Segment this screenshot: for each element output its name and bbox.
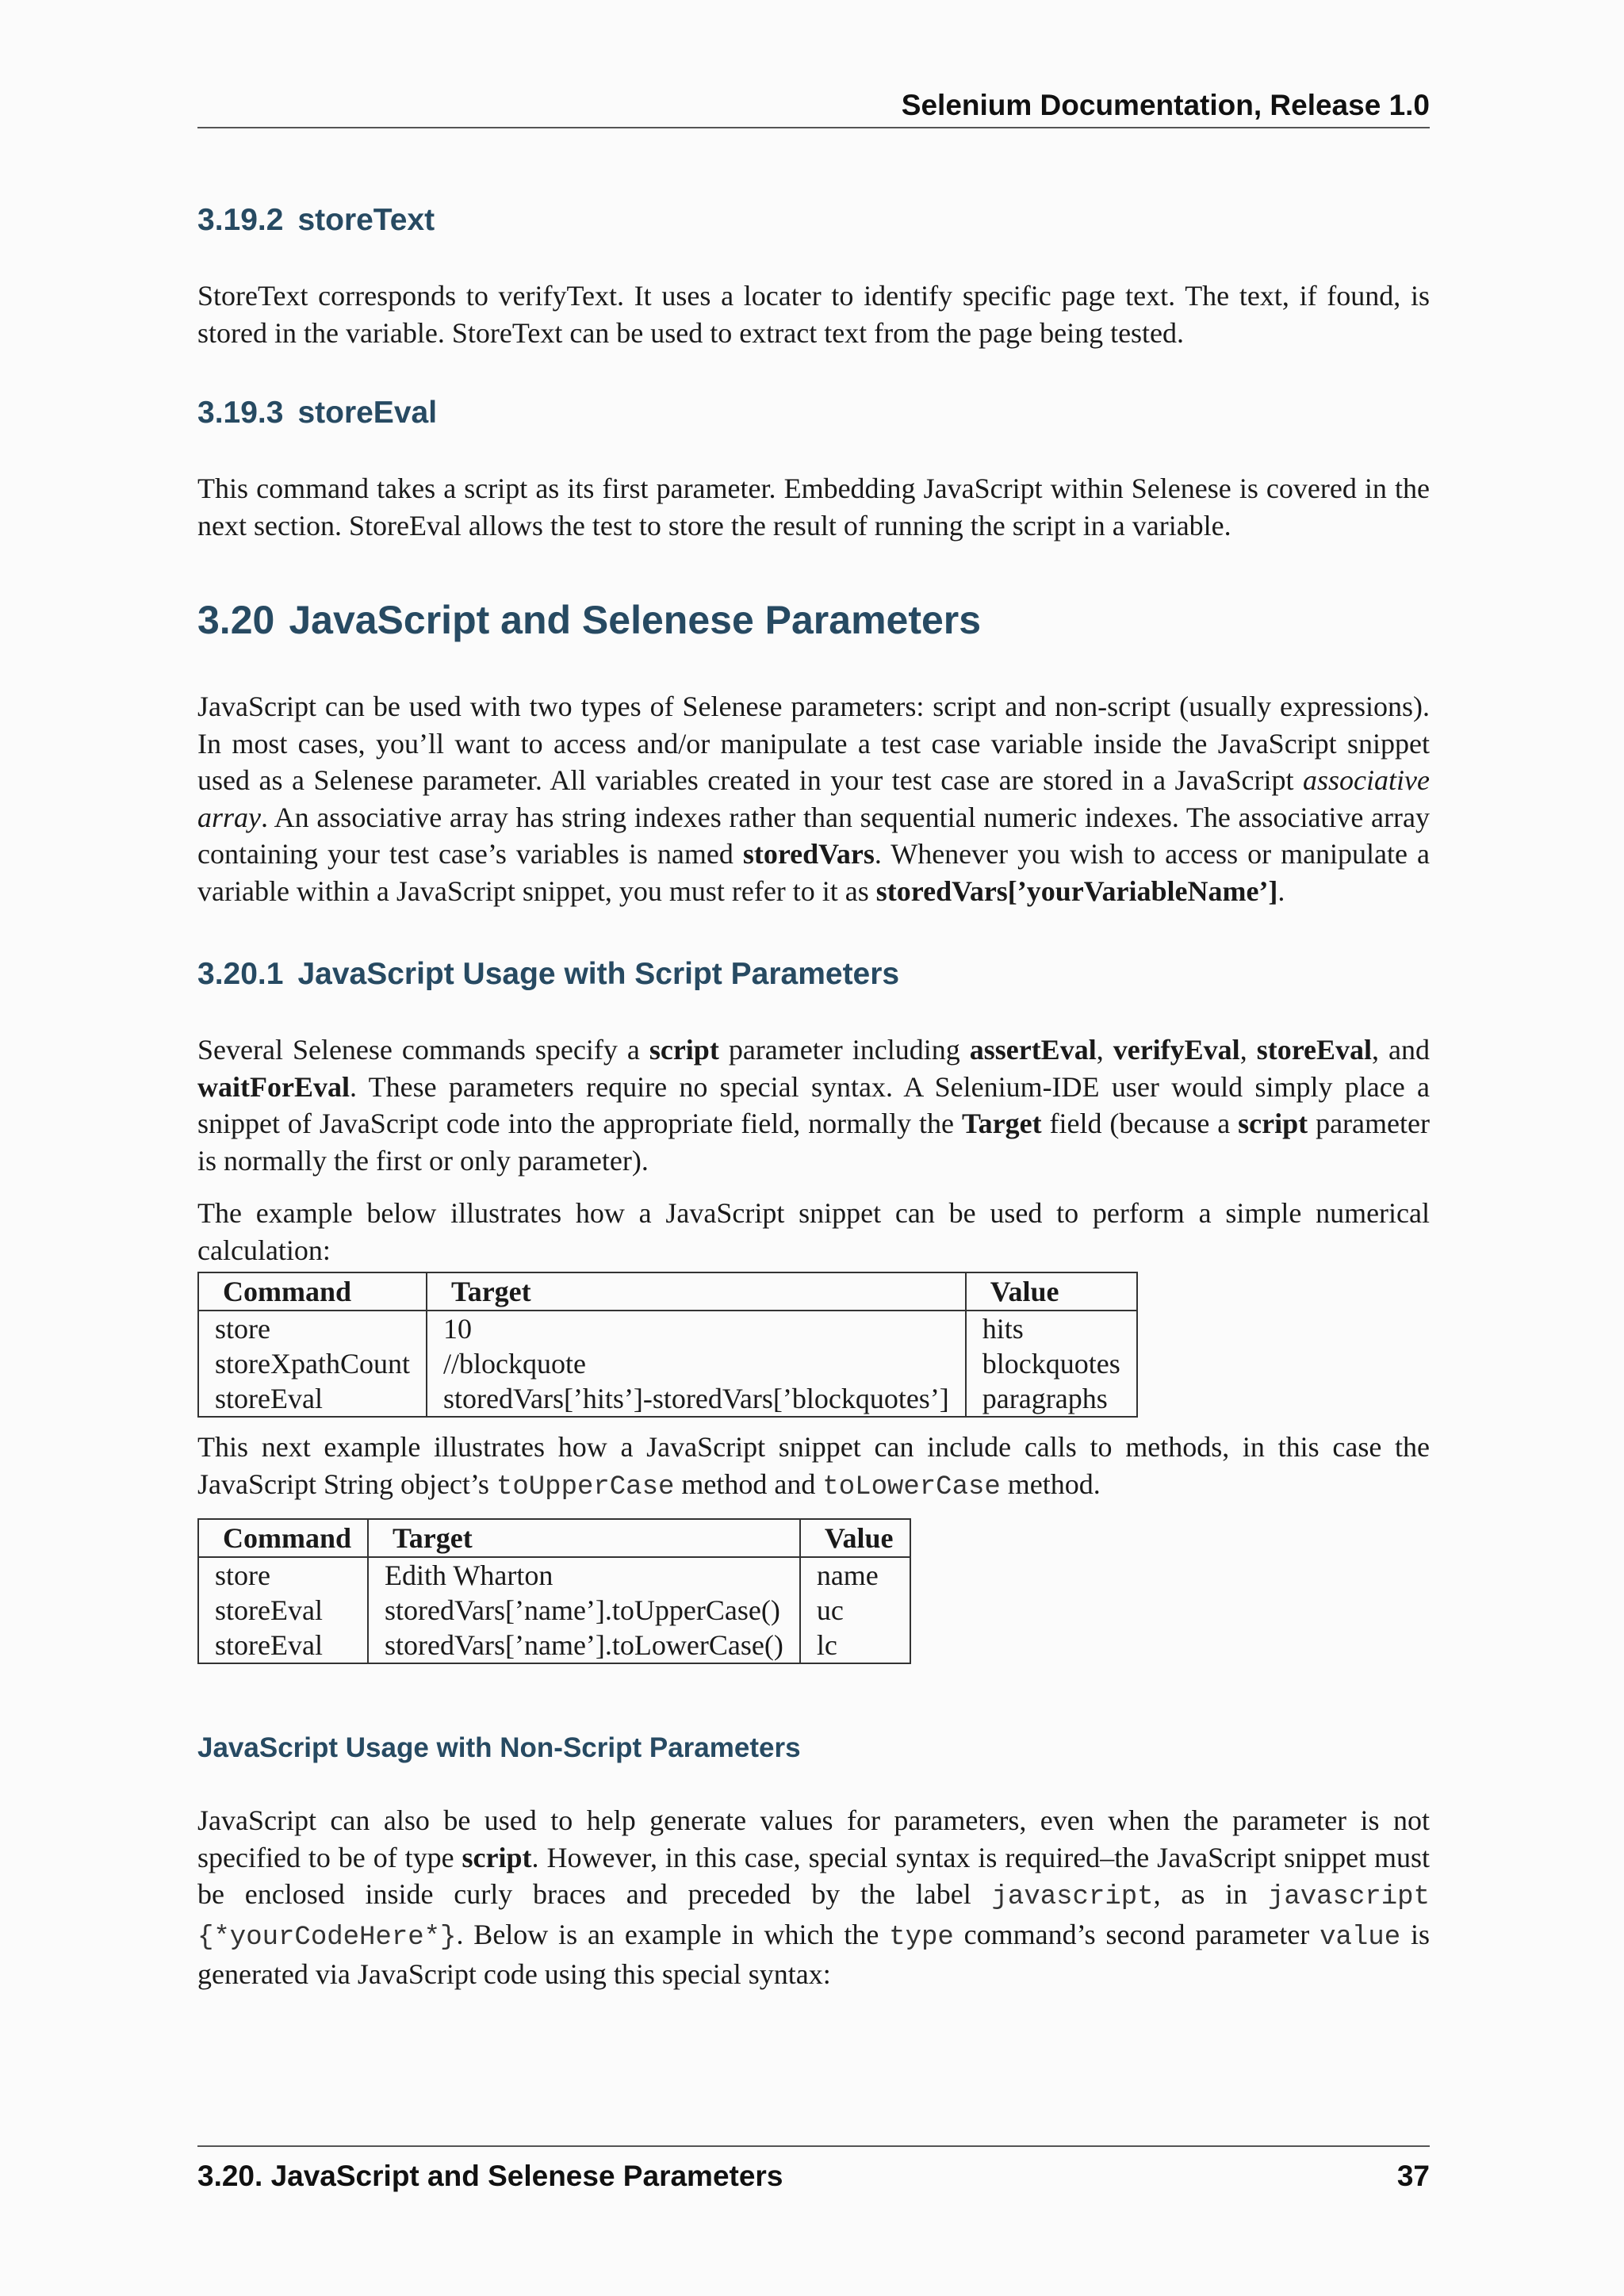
footer-section-title: 3.20. JavaScript and Selenese Parameters xyxy=(197,2160,783,2192)
non-script-paragraph: JavaScript can also be used to help generate values for parameters, even when the parameter is not specified to be of type script. However, in this case, special syntax is required–the JavaScript snippet must be enclosed inside curly braces and preceded by the label javascript, as in javascript {*yourCodeHere*}. Below is an example in which the type command’s second parameter value is generated via JavaScript code using this special syntax: xyxy=(197,1804,1431,1990)
table-cell: storedVars[’hits’]-storedVars[’blockquotes’] xyxy=(427,1381,966,1417)
table-cell: store xyxy=(198,1311,427,1346)
column-header: Command xyxy=(198,1272,427,1311)
column-header: Value xyxy=(800,1519,910,1557)
table-cell: uc xyxy=(800,1593,910,1628)
page-number: 37 xyxy=(1396,2160,1430,2192)
storetext-paragraph: StoreText corresponds to verifyText. It uses a locater to identify specific page text. The text, if found, is stored in the variable. StoreText can be used to extract text from the page being tested. xyxy=(197,280,1430,349)
table-cell: storeEval xyxy=(198,1381,427,1417)
script-usage-paragraph: Several Selenese commands specify a script parameter including assertEval, verifyEval, storeEval, and waitForEval. These parameters require no special syntax. A Selenium-IDE user would simply place a snippet of JavaScript code into the appropriate field, normally the Target field (because a script parameter is normally the first or only parameter). xyxy=(197,1034,1431,1177)
document-page xyxy=(197,0,1430,2296)
table-header-row xyxy=(198,1519,910,1557)
example-intro-paragraph: The example below illustrates how a JavaScript snippet can be used to perform a simple numerical calculation: xyxy=(197,1197,1430,1266)
table-cell: blockquotes xyxy=(966,1346,1137,1381)
table-row xyxy=(198,1381,1137,1417)
table-cell: lc xyxy=(800,1628,910,1663)
table-cell: name xyxy=(800,1557,910,1593)
method-example-paragraph: This next example illustrates how a JavaScript snippet can include calls to methods, in this case the JavaScript String object’s toUpperCase method and toLowerCase method. xyxy=(197,1431,1430,1502)
calculation-table xyxy=(197,1272,1138,1418)
section-heading-js-params: 3.20 JavaScript and Selenese Parameters xyxy=(197,598,982,642)
table-row xyxy=(198,1628,910,1663)
storeeval-paragraph: This command takes a script as its first parameter. Embedding JavaScript within Selenese is covered in the next section. StoreEval allows the test to store the result of running the script in a variable. xyxy=(197,473,1430,541)
string-methods-table xyxy=(197,1518,911,1664)
table-cell: 10 xyxy=(427,1311,966,1346)
section-heading-storeeval: 3.19.3 storeEval xyxy=(197,396,438,430)
table-cell: store xyxy=(198,1557,368,1593)
table-cell: hits xyxy=(966,1311,1137,1346)
table-row xyxy=(198,1311,1137,1346)
table-row xyxy=(198,1593,910,1628)
subsection-heading-non-script: JavaScript Usage with Non-Script Parameters xyxy=(197,1732,801,1763)
table-cell: storeEval xyxy=(198,1593,368,1628)
column-header: Value xyxy=(966,1272,1137,1311)
running-footer xyxy=(197,2145,1430,2193)
table-row xyxy=(198,1557,910,1593)
column-header: Target xyxy=(368,1519,800,1557)
table-cell: //blockquote xyxy=(427,1346,966,1381)
page-content xyxy=(197,197,1430,1993)
table-cell: paragraphs xyxy=(966,1381,1137,1417)
js-params-paragraph: JavaScript can be used with two types of Selenese parameters: script and non-script (usually expressions). In most cases, you’ll want to access and/or manipulate a test case variable inside the JavaScript snippet used as a Selenese parameter. All variables created in your test case are stored in a JavaScript associative array. An associative array has string indexes rather than sequential numeric indexes. The associative array containing your test case’s variables is named storedVars. Whenever you wish to access or manipulate a variable within a JavaScript snippet, you must refer to it as storedVars[’yourVariableName’]. xyxy=(197,691,1431,907)
table-cell: storedVars[’name’].toLowerCase() xyxy=(368,1628,800,1663)
table-header-row xyxy=(198,1272,1137,1311)
section-heading-storetext: 3.19.2 storeText xyxy=(197,203,435,237)
table-cell: storeEval xyxy=(198,1628,368,1663)
table-row xyxy=(198,1346,1137,1381)
section-heading-script-usage: 3.20.1 JavaScript Usage with Script Parameters xyxy=(197,957,900,991)
table-cell: Edith Wharton xyxy=(368,1557,800,1593)
column-header: Command xyxy=(198,1519,368,1557)
running-header: Selenium Documentation, Release 1.0 xyxy=(197,89,1430,128)
table-cell: storedVars[’name’].toUpperCase() xyxy=(368,1593,800,1628)
table-cell: storeXpathCount xyxy=(198,1346,427,1381)
column-header: Target xyxy=(427,1272,966,1311)
